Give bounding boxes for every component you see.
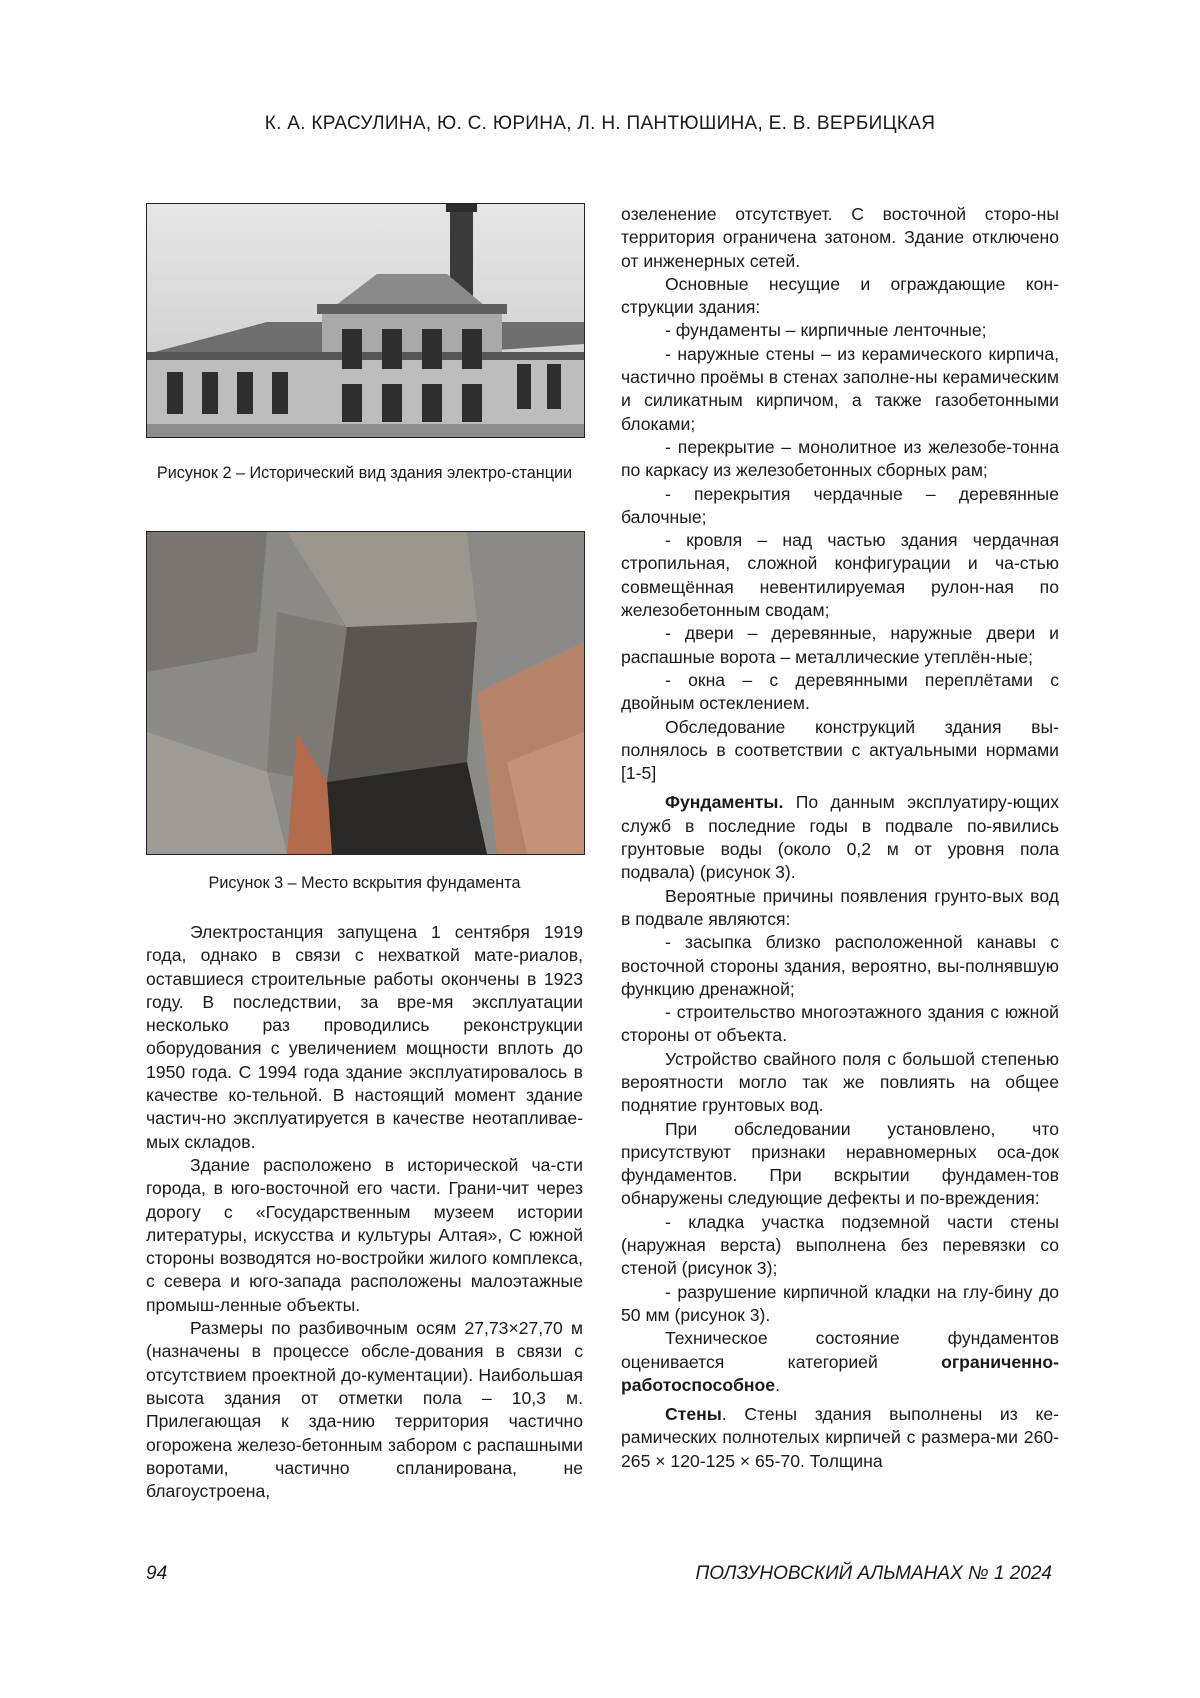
figure-historical-photo xyxy=(146,203,585,438)
paragraph-inspection: При обследовании установлено, что присутствуют признаки неравномерных оса-док фундаментов. При вскрытии фундамен-тов обнаружены следующие дефекты и по-вреждения: xyxy=(621,1118,1059,1209)
paragraph-history: Электростанция запущена 1 сентября 1919 года, однако в связи с нехваткой мате-риалов, оставшиеся строительные работы окончены в 1923 году. В последствии, за вре-мя эксплуатации несколько раз проводились реконструкции оборудования с увеличением мощности вплоть до 1950 года. С 1994 года здание эксплуатировалось в качестве ко-тельной. В настоящий момент здание частич-но эксплуатируется в качестве неотапливае-мых складов. xyxy=(146,922,583,1152)
left-column xyxy=(146,921,583,1503)
paragraph-condition xyxy=(621,1327,1059,1397)
figure-foundation-photo xyxy=(146,531,585,855)
running-header: К. А. КРАСУЛИНА, Ю. С. ЮРИНА, Л. Н. ПАНТЮШИНА, Е. В. ВЕРБИЦКАЯ xyxy=(264,113,936,134)
list-item-windows: - окна – с деревянными переплётами с двойным остеклением. xyxy=(621,669,1059,714)
paragraph-walls xyxy=(621,1403,1059,1473)
figure-3-caption: Рисунок 3 – Место вскрытия фундамента xyxy=(208,874,521,892)
foundation-excavation-image xyxy=(147,532,584,854)
list-item-masonry: - кладка участка подземной части стены (наружная верста) выполнена без перевязки со стеной (рисунок 3); xyxy=(621,1211,1059,1279)
list-item-floor: - перекрытие – монолитное из железобе-тонна по каркасу из железобетонных сборных рам; xyxy=(621,436,1059,481)
historical-building-image xyxy=(147,204,584,437)
list-item-walls: - наружные стены – из керамического кирпича, частично проёмы в стенах заполне-ны керамическим и силикатным кирпичом, а также газобетонными блоками; xyxy=(621,343,1059,434)
paragraph-pile-field: Устройство свайного поля с большой степенью вероятности могло так же повлиять на общее поднятие грунтовых вод. xyxy=(621,1048,1059,1116)
walls-text: . Стены здания выполнены из ке-рамических полнотелых кирпичей с размера-ми 260-265 × 120-125 × 65-70. Толщина xyxy=(621,1404,1059,1471)
figure-2-caption: Рисунок 2 – Исторический вид здания электро-станции xyxy=(156,464,573,482)
paragraph-structures-intro: Основные несущие и ограждающие кон-струкции здания: xyxy=(621,273,1059,318)
paragraph-survey-norms: Обследование конструкций здания вы-полнялось в соответствии с актуальными нормами [1-5] xyxy=(621,716,1059,784)
list-item-foundations: - фундаменты – кирпичные ленточные; xyxy=(665,320,987,341)
foundations-text: По данным эксплуатиру-ющих служб в последние годы в подвале по-явились грунтовые воды (около 0,2 м от уровня пола подвала) (рисунок 3). xyxy=(621,792,1059,883)
paragraph-greenery: озеленение отсутствует. С восточной сторо-ны территория ограничена затоном. Здание отключено от инженерных сетей. xyxy=(621,204,1059,271)
journal-title: ПОЛЗУНОВСКИЙ АЛЬМАНАХ № 1 2024 xyxy=(695,1563,1052,1584)
list-item-roof: - кровля – над частью здания чердачная стропильная, сложной конфигурации и ча-стью совмещённая невентилируемая рулон-ная по железобетонным сводам; xyxy=(621,530,1059,621)
list-item-destruction: - разрушение кирпичной кладки на глу-бину до 50 мм (рисунок 3). xyxy=(621,1281,1059,1325)
paragraph-causes: Вероятные причины появления грунто-вых вод в подвале являются: xyxy=(621,885,1059,929)
right-column xyxy=(621,203,1059,1473)
foundations-heading: Фундаменты. xyxy=(665,792,784,813)
list-item-construction: - строительство многоэтажного здания с южной стороны от объекта. xyxy=(621,1002,1059,1046)
condition-text: Техническое состояние фундаментов оценивается категорией xyxy=(621,1328,1059,1372)
paragraph-dimensions: Размеры по разбивочным осям 27,73×27,70 м (назначены в процессе обсле-дования в связи с отсутствием проектной до-кументации). Наибольшая высота здания от отметки пола – 10,3 м. Прилегающая к зда-нию территория частично огорожена железо-бетонным забором с распашными воротами, частично спланирована, не благоустроена, xyxy=(146,1318,583,1502)
paragraph-location: Здание расположено в исторической ча-сти города, в юго-восточной его части. Грани-чит через дорогу с «Государственным музеем истории литературы, искусства и культуры Алтая», С южной стороны возводятся но-востройки жилого комплекса, с севера и юго-запада расположены малоэтажные промыш-ленные объекты. xyxy=(146,1154,583,1315)
paragraph-foundations xyxy=(621,791,1059,884)
list-item-doors: - двери – деревянные, наружные двери и распашные ворота – металлические утеплён-ные; xyxy=(621,623,1059,667)
page-number: 94 xyxy=(146,1563,168,1584)
list-item-ditch: - засыпка близко расположенной канавы с восточной стороны здания, вероятно, вы-полнявшую функцию дренажной; xyxy=(621,932,1059,999)
list-item-attic: - перекрытия чердачные – деревянные балочные; xyxy=(621,483,1059,527)
walls-heading: Стены xyxy=(665,1404,722,1425)
condition-category: ограниченно-работоспособное xyxy=(621,1351,1059,1395)
condition-end: . xyxy=(775,1374,780,1395)
